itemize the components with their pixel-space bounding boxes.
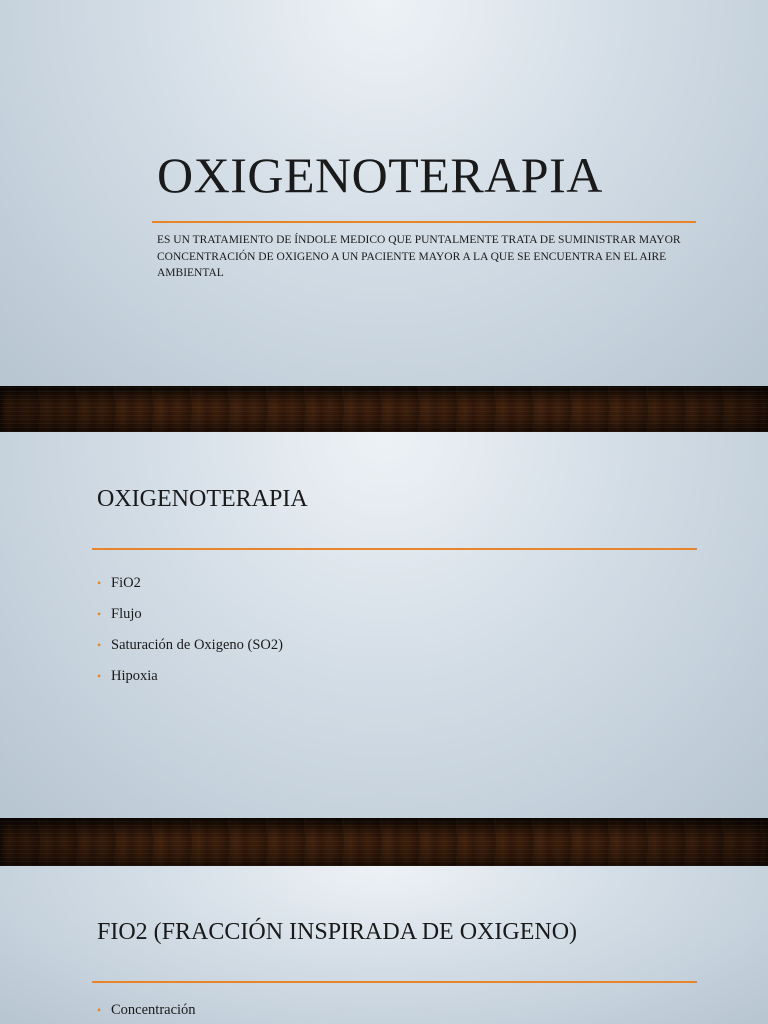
bullet-dot-icon: •	[97, 638, 102, 652]
slide-2-title: OXIGENOTERAPIA	[97, 486, 308, 512]
bullet-item	[97, 568, 283, 599]
bullet-text: Concentración	[111, 1002, 196, 1018]
bullet-dot-icon: •	[97, 669, 102, 683]
bullet-item	[97, 630, 283, 661]
slide-3-bullet-list	[97, 995, 196, 1024]
slide-3[interactable]	[0, 866, 768, 1024]
bullet-text: Hipoxia	[111, 668, 158, 684]
bullet-text: Saturación de Oxigeno (SO2)	[111, 637, 283, 653]
slide-1-accent-rule	[152, 221, 696, 223]
slide-2[interactable]	[0, 432, 768, 818]
bullet-dot-icon: •	[97, 1003, 102, 1017]
bullet-item	[97, 661, 283, 692]
slide-1[interactable]	[0, 0, 768, 386]
slide-1-subtitle: ES UN TRATAMIENTO DE ÍNDOLE MEDICO QUE PUNTALMENTE TRATA DE SUMINISTRAR MAYOR CONCENTRACIÓN DE OXIGENO A UN PACIENTE MAYOR A LA QUE SE ENCUENTRA EN EL AIRE AMBIENTAL	[157, 234, 681, 279]
bullet-dot-icon: •	[97, 607, 102, 621]
slide-2-bullet-list	[97, 568, 283, 692]
bullet-item	[97, 995, 196, 1024]
slide-3-accent-rule	[92, 981, 697, 983]
slide-1-title: OXIGENOTERAPIA	[157, 147, 603, 203]
bullet-text: Flujo	[111, 606, 142, 622]
wood-floor-divider	[0, 818, 768, 866]
bullet-text: FiO2	[111, 575, 141, 591]
bullet-dot-icon: •	[97, 576, 102, 590]
slide-3-title: FIO2 (FRACCIÓN INSPIRADA DE OXIGENO)	[97, 919, 578, 945]
bullet-item	[97, 599, 283, 630]
slide-2-accent-rule	[92, 548, 697, 550]
wood-floor-divider	[0, 386, 768, 432]
